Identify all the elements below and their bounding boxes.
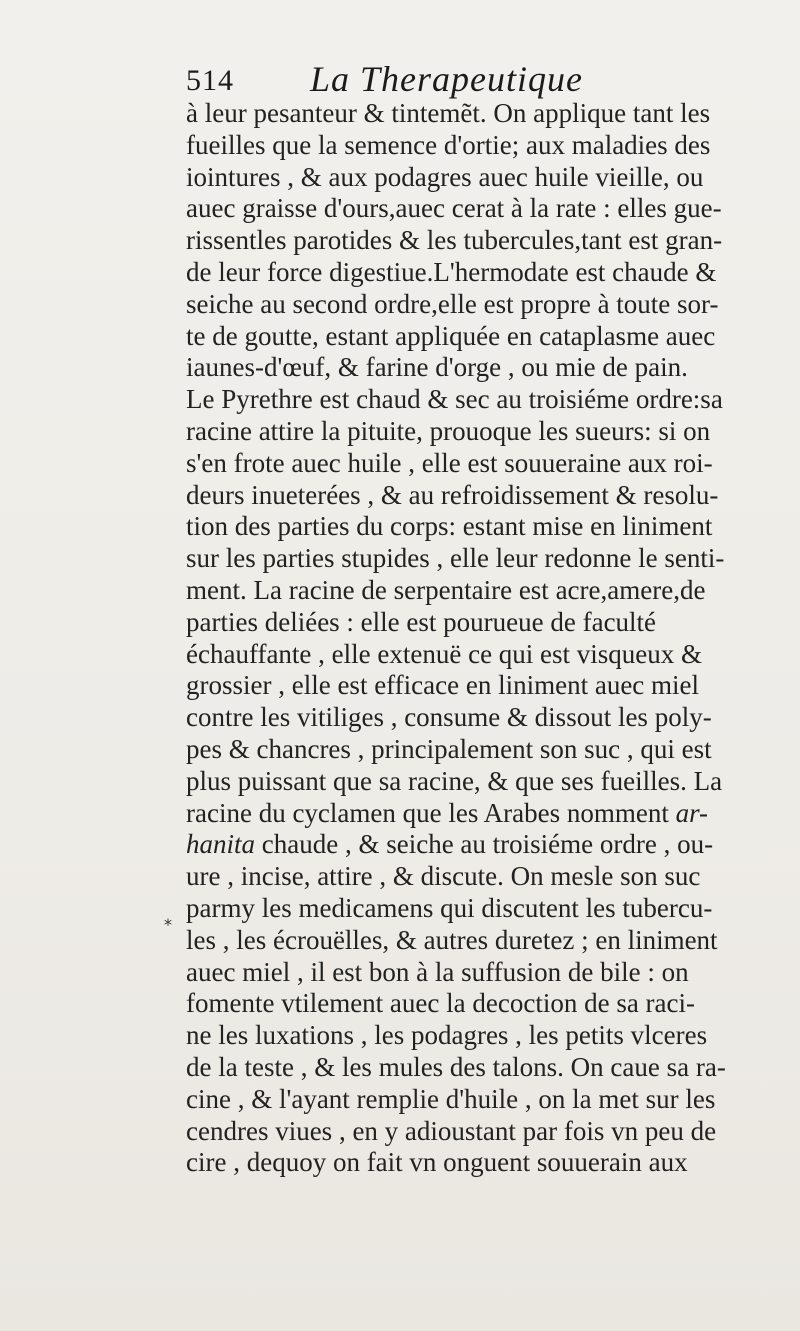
- marginal-mark: *: [164, 915, 172, 934]
- text-line: rissentles parotides & les tubercules,tant est gran-: [186, 225, 723, 256]
- text-line: [186, 829, 786, 861]
- text-line: ment. La racine de serpentaire est acre,amere,de: [186, 574, 706, 605]
- text-line: plus puissant que sa racine, & que ses fueilles. La: [186, 765, 723, 796]
- text-line: deurs inueterées , & au refroidissement & resolu-: [186, 479, 719, 510]
- text-line: s'en frote auec huile , elle est souueraine aux roi-: [186, 447, 713, 478]
- running-title: La Therapeutique: [310, 59, 583, 99]
- text-line: ure , incise, attire , & discute. On mesle son suc: [186, 861, 701, 892]
- text-line: seiche au second ordre,elle est propre à toute sor-: [186, 288, 719, 319]
- text-line: parmy les medicamens qui discutent les tubercu-: [186, 892, 713, 923]
- text-line: iointures , & aux podagres auec huile vieille, ou: [186, 161, 704, 192]
- text-line: racine attire la pituite, prouoque les sueurs: si on: [186, 415, 711, 446]
- text-line: iaunes-d'œuf, & farine d'orge , ou mie de pain.: [186, 352, 688, 383]
- text-line: fomente vtilement auec la decoction de sa raci-: [186, 988, 696, 1019]
- text-line: les , les écrouëlles, & autres duretez ; en liniment: [186, 924, 718, 955]
- text-line: tion des parties du corps: estant mise en liniment: [186, 511, 713, 542]
- text-line: parties deliées : elle est pourueue de faculté: [186, 606, 657, 637]
- text-line: contre les vitiliges , consume & dissout les poly-: [186, 702, 712, 733]
- text-line: de la teste , & les mules des talons. On caue sa ra-: [186, 1051, 726, 1082]
- text-line: sur les parties stupides , elle leur redonne le senti-: [186, 543, 725, 574]
- text-line: auec miel , il est bon à la suffusion de bile : on: [186, 956, 689, 987]
- page-number: 514: [186, 64, 234, 97]
- text-line-roman: chaude , & seiche au troisiéme ordre , ou-: [255, 829, 714, 860]
- text-line: Le Pyrethre est chaud & sec au troisiéme ordre:sa: [186, 384, 723, 415]
- body-text: [186, 98, 786, 1179]
- text-line-roman: racine du cyclamen que les Arabes nomment: [186, 797, 676, 828]
- running-head: [186, 58, 746, 98]
- text-line: grossier , elle est efficace en liniment auec miel: [186, 670, 700, 701]
- text-line: échauffante , elle extenuë ce qui est visqueux &: [186, 638, 703, 669]
- text-line: à leur pesanteur & tintemẽt. On applique tant les: [186, 98, 711, 128]
- text-line: cendres viues , en y adioustant par fois vn peu de: [186, 1115, 717, 1146]
- text-line: de leur force digestiue.L'hermodate est chaude &: [186, 256, 717, 287]
- text-line: pes & chancres , principalement son suc , qui est: [186, 733, 712, 764]
- italic-term-hanita: hanita: [186, 829, 256, 860]
- text-line: fueilles que la semence d'ortie; aux maladies des: [186, 129, 711, 160]
- text-line: te de goutte, estant appliquée en cataplasme auec: [186, 320, 716, 351]
- text-line: ne les luxations , les podagres , les petits vlceres: [186, 1020, 708, 1051]
- text-line: cine , & l'ayant remplie d'huile , on la met sur les: [186, 1083, 716, 1114]
- text-line: cire , dequoy on fait vn onguent souuerain aux: [186, 1147, 688, 1178]
- text-line: [186, 798, 786, 830]
- italic-term-ar: ar-: [675, 797, 709, 828]
- text-line: auec graisse d'ours,auec cerat à la rate : elles gue-: [186, 193, 722, 224]
